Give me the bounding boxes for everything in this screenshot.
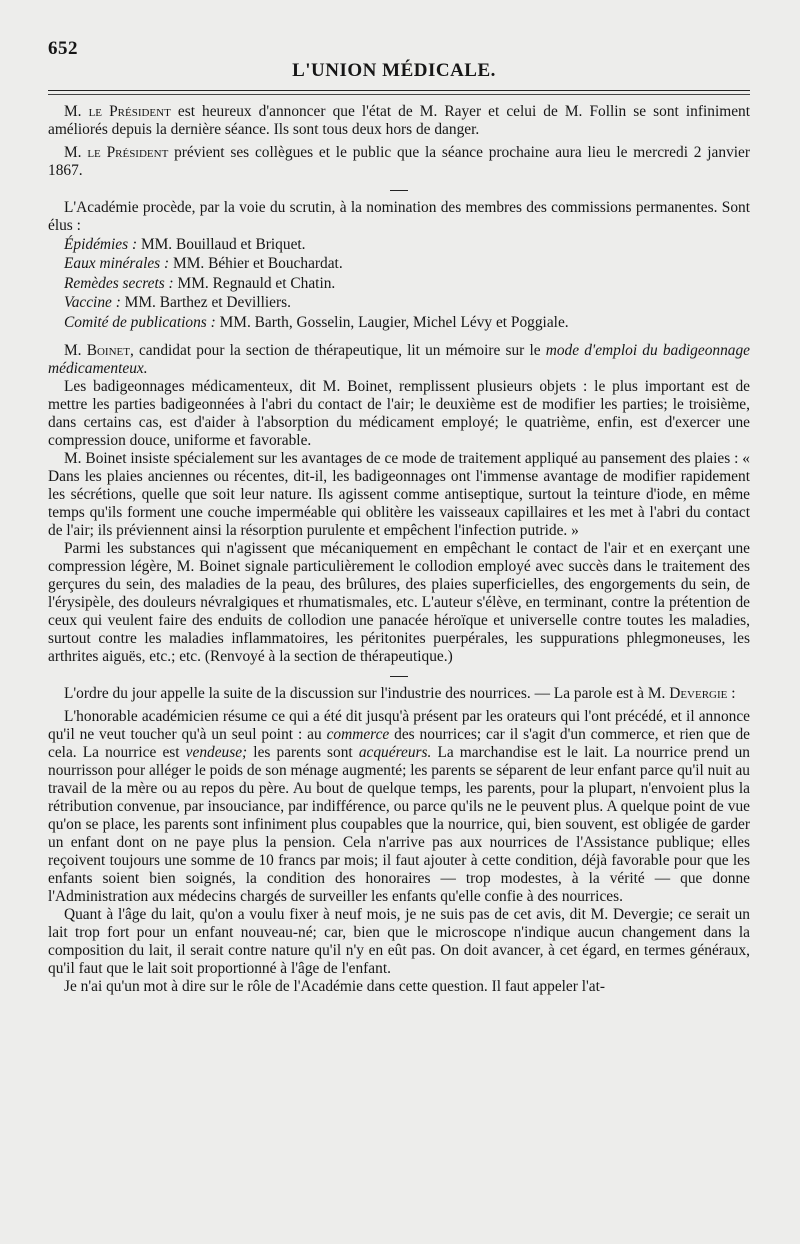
commission-item: [48, 313, 750, 332]
paragraph-text: La marchandise est le lait. La nourrice prend un nourrisson pour alléger le poids de son ménage augmenté; les parents se séparent de leur enfant parce qu'il nuit au travail de la mère ou au repos du père. Au bout de quelque temps, les parents, pour la plupart, n'envoient plus la rétribution convenue, par insouciance, par indifférence, ou parce qu'ils ne le peuvent plus. A quelque point de vue qu'on se place, les parents sont infiniment plus coupables que la nourrice, qui, bien souvent, est obligée de garder un enfant dont on ne paye plus la pension. Cela n'arrive pas aux nourrices de l'Assistance publique; elles reçoivent toujours une somme de 10 francs par mois; il faut ajouter à cette condition, déjà favorable pour que les enfants soient bien soignés, la condition des honoraires — trop modestes, à la vérité — que donne l'Administration aux médecins chargés de surveiller les enfants qu'elle confie à des nourrices.: [48, 744, 750, 906]
paragraph-text: est heureux d'annoncer que l'état de M. Rayer et celui de M. Follin se sont infiniment améliorés depuis la dernière séance. Ils sont tous deux hors de danger.: [48, 103, 750, 138]
commission-item: [48, 235, 750, 254]
paragraph-plaies: M. Boinet insiste spécialement sur les avantages de ce mode de traitement appliqué au pansement des plaies : « Dans les plaies anciennes ou récentes, dit-il, les badigeonnages ont l'immense avantage de modifier rapidement les sécrétions, quelle que soit leur nature. Ils agissent comme antiseptique, surtout la teinture d'iode, en même temps qu'ils forment une couche imperméable qui oblitère les vaisseaux capillaires et les met à l'abri du contact de l'air; ils préviennent ainsi la résorption purulente et empêchent l'infection putride. »: [48, 450, 750, 540]
commission-members: MM. Béhier et Bouchardat.: [169, 255, 343, 273]
journal-title-row: [48, 60, 750, 82]
speaker-name: M. Boinet: [64, 342, 130, 360]
paragraph-text: , candidat pour la section de thérapeutique, lit un mémoire sur le: [129, 342, 546, 360]
running-header: [48, 38, 750, 60]
paragraph-text: L'honorable académicien résume ce qui a été dit jusqu'à présent par les orateurs qui l'ont précédé, et il annonce qu'il ne veut toucher qu'à un seul point : au: [48, 708, 750, 744]
emphasis-word: acquéreurs.: [358, 744, 432, 762]
commission-name: Eaux minérales :: [64, 255, 170, 273]
commission-name: Épidémies :: [64, 236, 138, 253]
paragraph-text: L'ordre du jour appelle la suite de la discussion sur l'industrie des nourrices. — La parole est à M.: [64, 685, 670, 703]
commission-name: Vaccine :: [64, 294, 121, 312]
speaker-name: M. le Président: [64, 144, 169, 161]
article-body: [48, 103, 750, 996]
emphasis-word: commerce: [326, 726, 390, 744]
paragraph-text: prévient ses collègues et le public que la séance prochaine aura lieu le mercredi 2 janvier 1867.: [48, 144, 750, 179]
commission-item: [48, 254, 750, 273]
paragraph-collodion: Parmi les substances qui n'agissent que mécaniquement en empêchant le contact de l'air et en exerçant une compression légère, M. Boinet signale particulièrement le collodion employé avec succès dans le traitement des gerçures du sein, des maladies de la peau, des brûlures, des plaies superficielles, des engorgements du sein, de l'érysipèle, des douleurs névralgiques et rhumatismales, etc. L'auteur s'élève, en terminant, contre la prétention de ceux qui veulent faire des enduits de collodion une panacée héroïque et universelle contre toutes les maladies, surtout contre les maladies inflammatoires, les péritonites puerpérales, les suppurations phlegmoneuses, les arthrites aiguës, etc.; etc. (Renvoyé à la section de thérapeutique.): [48, 540, 750, 666]
paragraph-next-session: [48, 144, 750, 180]
paragraph-text: :: [727, 685, 736, 703]
paragraph-text: des nourrices; car il s'agit d'un commerce, et rien que de cela. La nourrice est: [48, 726, 751, 762]
commission-item: [48, 274, 750, 293]
memoir-title: mode d'emploi du badigeonnage médicamenteux.: [48, 342, 751, 378]
paragraph-president-announcement: [48, 103, 750, 139]
commission-members: MM. Barth, Gosselin, Laugier, Michel Lévy et Poggiale.: [215, 313, 569, 331]
paragraph-text: les parents sont: [247, 744, 359, 762]
paragraph-boinet-memoir: [48, 342, 750, 378]
paragraph-age-du-lait: Quant à l'âge du lait, qu'on a voulu fixer à neuf mois, je ne suis pas de cet avis, dit M. Devergie; ce serait un lait trop fort pour un enfant nouveau-né; car, bien que le microscope n'indique aucun changement dans la composition du lait, il serait contre nature qu'il n'y en eût pas. On doit avancer, à cet égard, en termes généraux, qu'il faut que le lait soit proportionné à l'âge de l'enfant.: [48, 906, 750, 978]
paragraph-badigeonnages: Les badigeonnages médicamenteux, dit M. Boinet, remplissent plusieurs objets : le plus important est de mettre les parties badigeonnées à l'abri du contact de l'air; le deuxième est de modifier les parties; le troisième, dans certains cas, est d'aider à l'absorption du médicament employé; le quatrième, enfin, est d'exercer une compression douce, uniforme et favorable.: [48, 378, 750, 450]
paragraph-devergie-commerce: [48, 708, 750, 906]
speaker-name: Devergie: [669, 685, 728, 703]
commission-name: Comité de publications :: [64, 313, 216, 331]
section-separator: [390, 676, 408, 677]
commission-members: MM. Regnauld et Chatin.: [173, 274, 336, 292]
commission-members: MM. Bouillaud et Briquet.: [137, 236, 306, 253]
paragraph-commission-election: L'Académie procède, par la voie du scrutin, à la nomination des membres des commissions permanentes. Sont élus :: [48, 199, 750, 234]
paragraph-ordre-du-jour: [48, 685, 750, 703]
header-rule: [48, 90, 750, 95]
commission-item: [48, 293, 750, 312]
paragraph-role-academie: Je n'ai qu'un mot à dire sur le rôle de l'Académie dans cette question. Il faut appeler l'at-: [64, 978, 606, 996]
page-number: 652: [48, 38, 78, 59]
section-separator: [390, 190, 408, 191]
emphasis-word: vendeuse;: [185, 744, 248, 762]
commission-name: Remèdes secrets :: [64, 274, 174, 292]
speaker-name: M. le Président: [64, 103, 171, 120]
commission-members: MM. Barthez et Devilliers.: [120, 294, 291, 312]
journal-title: L'UNION MÉDICALE.: [292, 60, 496, 81]
